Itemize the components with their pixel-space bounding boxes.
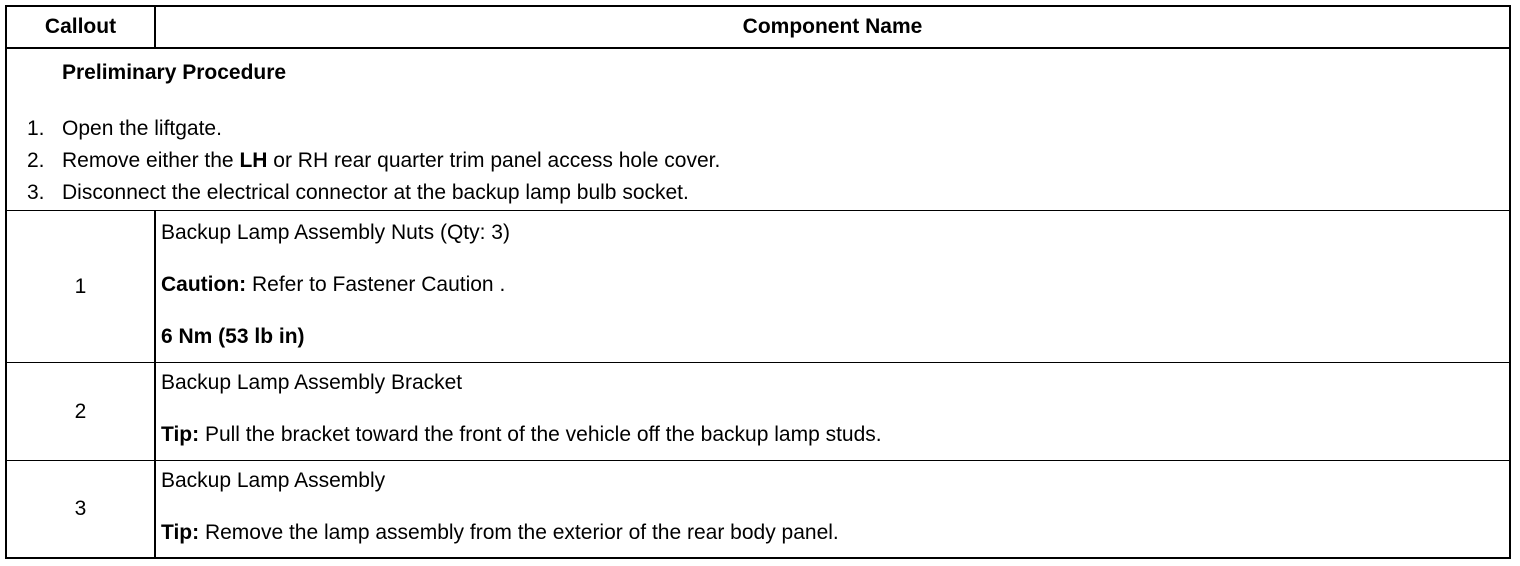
step-number: 1. bbox=[27, 117, 45, 141]
table-row bbox=[7, 363, 1509, 461]
component-name: Backup Lamp Assembly Bracket bbox=[161, 371, 463, 395]
component-name: Backup Lamp Assembly bbox=[161, 468, 386, 492]
tip-label: Tip: bbox=[161, 423, 200, 447]
step-number: 3. bbox=[27, 181, 45, 205]
table-header-row bbox=[7, 7, 1509, 48]
tip-note bbox=[161, 421, 1509, 449]
preliminary-row bbox=[7, 48, 1509, 211]
component-name: Backup Lamp Assembly Nuts (Qty: 3) bbox=[161, 221, 510, 245]
caution-text: Refer to Fastener Caution . bbox=[246, 273, 506, 297]
tip-note bbox=[161, 519, 1509, 547]
header-callout: Callout bbox=[7, 7, 155, 48]
step-text: Remove either the LH or RH rear quarter trim panel access hole cover. bbox=[62, 149, 721, 173]
step-item bbox=[7, 145, 1509, 177]
tip-text: Remove the lamp assembly from the exterior of the rear body panel. bbox=[199, 520, 839, 544]
component-table-frame bbox=[5, 5, 1511, 559]
component-cell bbox=[155, 211, 1509, 363]
step-item bbox=[7, 113, 1509, 145]
step-text: Open the liftgate. bbox=[62, 117, 222, 141]
table-row bbox=[7, 460, 1509, 557]
step-text: Disconnect the electrical connector at the backup lamp bulb socket. bbox=[62, 181, 689, 205]
torque-spec: 6 Nm (53 lb in) bbox=[161, 325, 305, 349]
callout-number: 1 bbox=[7, 211, 155, 363]
caution-note bbox=[161, 271, 1509, 299]
component-cell bbox=[155, 363, 1509, 461]
callout-number: 2 bbox=[7, 363, 155, 461]
preliminary-procedure bbox=[7, 48, 1509, 211]
preliminary-title: Preliminary Procedure bbox=[62, 61, 287, 85]
preliminary-steps bbox=[7, 113, 1509, 209]
table-row bbox=[7, 211, 1509, 363]
side-rh: RH bbox=[297, 149, 329, 173]
tip-label: Tip: bbox=[161, 520, 200, 544]
header-component-name: Component Name bbox=[155, 7, 1509, 48]
side-lh: LH bbox=[239, 149, 268, 173]
caution-label: Caution: bbox=[161, 273, 247, 297]
callout-number: 3 bbox=[7, 460, 155, 557]
step-item bbox=[7, 177, 1509, 209]
step-number: 2. bbox=[27, 149, 45, 173]
component-cell bbox=[155, 460, 1509, 557]
tip-text: Pull the bracket toward the front of the vehicle off the backup lamp studs. bbox=[199, 423, 882, 447]
component-table bbox=[7, 7, 1509, 557]
